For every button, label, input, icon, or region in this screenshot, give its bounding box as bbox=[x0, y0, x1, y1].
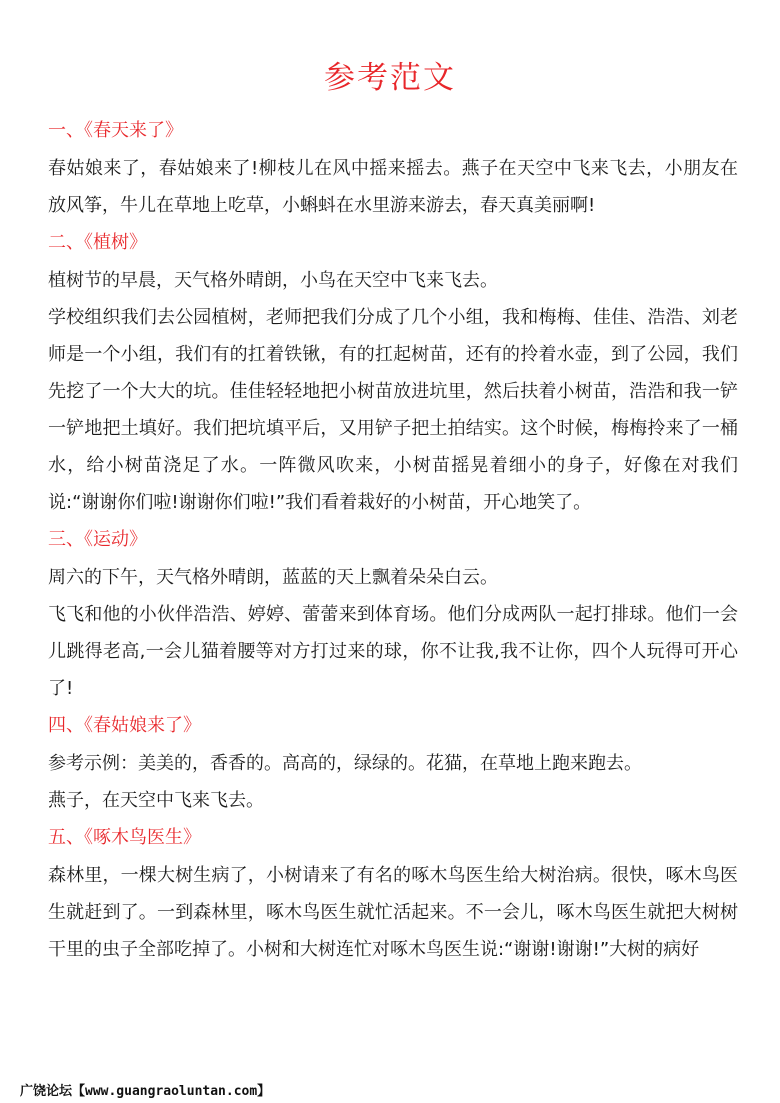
section-2-paragraph-2: 学校组织我们去公园植树，老师把我们分成了几个小组，我和梅梅、佳佳、浩浩、刘老师是一个小组，我们有的扛着铁锹，有的扛起树苗，还有的拎着水壶，到了公园，我们先挖了一个大大的坑。佳佳轻轻地把小树苗放进坑里，然后扶着小树苗，浩浩和我一铲一铲地把土填好。我们把坑填平后，又用铲子把土拍结实。这个时候，梅梅拎来了一桶水，给小树苗浇足了水。一阵微风吹来，小树苗摇晃着细小的身子，好像在对我们说:“谢谢你们啦!谢谢你们啦!”我们看着栽好的小树苗，开心地笑了。 bbox=[48, 307, 738, 513]
section-heading-1: 一、《春天来了》 bbox=[48, 120, 183, 141]
section-4-paragraph-2: 燕子，在天空中飞来飞去。 bbox=[48, 790, 264, 811]
document-body bbox=[48, 112, 738, 968]
section-heading-2: 二、《植树》 bbox=[48, 232, 147, 253]
section-1-paragraph-1: 春姑娘来了，春姑娘来了!柳枝儿在风中摇来摇去。燕子在天空中飞来飞去，小朋友在放风筝，牛儿在草地上吃草，小蝌蚪在水里游来游去，春天真美丽啊! bbox=[48, 158, 738, 216]
site-footer-link[interactable]: 广饶论坛【www.guangraoluntan.com】 bbox=[20, 1084, 271, 1099]
section-heading-5: 五、《啄木鸟医生》 bbox=[48, 827, 201, 848]
section-5-paragraph-1: 森林里，一棵大树生病了，小树请来了有名的啄木鸟医生给大树治病。很快，啄木鸟医生就赶到了。一到森林里，啄木鸟医生就忙活起来。不一会儿，啄木鸟医生就把大树树干里的虫子全部吃掉了。小树和大树连忙对啄木鸟医生说:“谢谢!谢谢!”大树的病好 bbox=[48, 865, 738, 960]
section-4-paragraph-1: 参考示例：美美的，香香的。高高的，绿绿的。花猫，在草地上跑来跑去。 bbox=[48, 753, 642, 774]
section-heading-4: 四、《春姑娘来了》 bbox=[48, 715, 201, 736]
section-heading-3: 三、《运动》 bbox=[48, 529, 147, 550]
section-3-paragraph-1: 周六的下午，天气格外晴朗，蓝蓝的天上飘着朵朵白云。 bbox=[48, 567, 498, 588]
section-2-paragraph-1: 植树节的早晨，天气格外晴朗，小鸟在天空中飞来飞去。 bbox=[48, 270, 498, 291]
document-title: 参考范文 bbox=[324, 60, 456, 96]
section-3-paragraph-2: 飞飞和他的小伙伴浩浩、婷婷、蕾蕾来到体育场。他们分成两队一起打排球。他们一会儿跳得老高,一会儿猫着腰等对方打过来的球，你不让我,我不让你，四个人玩得可开心了! bbox=[48, 604, 738, 699]
